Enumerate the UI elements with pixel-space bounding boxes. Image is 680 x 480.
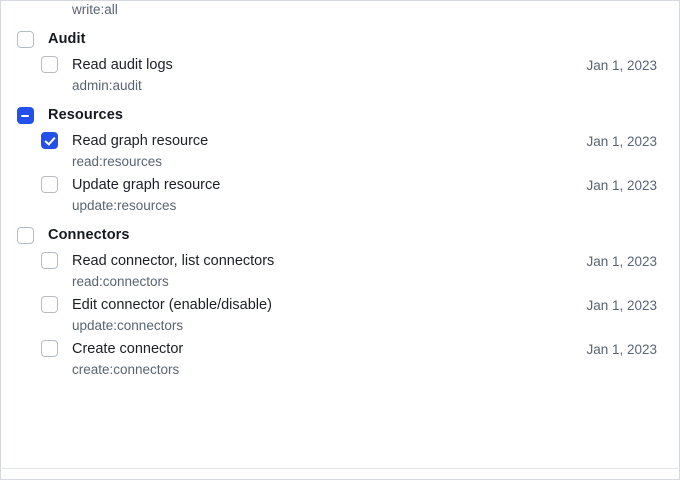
scope-title: Read audit logs <box>72 57 173 73</box>
scope-date: Jan 1, 2023 <box>586 342 657 357</box>
scope-identifier: read:resources <box>72 154 163 169</box>
scope-checkbox[interactable] <box>41 132 58 149</box>
scope-row[interactable] <box>1 251 679 295</box>
group-label: Connectors <box>48 227 130 243</box>
group-label: Audit <box>48 31 86 47</box>
scope-date: Jan 1, 2023 <box>586 134 657 149</box>
scope-date: Jan 1, 2023 <box>586 298 657 313</box>
scope-main <box>72 131 586 171</box>
scope-checkbox[interactable] <box>41 296 58 313</box>
scope-checkbox[interactable] <box>41 252 58 269</box>
scope-title: Create connector <box>72 341 184 357</box>
scope-identifier: read:connectors <box>72 274 169 289</box>
scope-date: Jan 1, 2023 <box>586 178 657 193</box>
group-checkbox[interactable] <box>17 31 34 48</box>
scope-main <box>72 0 586 19</box>
scope-row[interactable] <box>1 339 679 383</box>
scope-main <box>72 55 586 95</box>
list-divider <box>2 468 678 469</box>
scope-identifier: update:resources <box>72 198 177 213</box>
scope-main <box>72 295 586 335</box>
scope-identifier: update:connectors <box>72 318 184 333</box>
scope-identifier: admin:audit <box>72 78 142 93</box>
group-checkbox[interactable] <box>17 107 34 124</box>
scope-checkbox[interactable] <box>41 56 58 73</box>
scope-row[interactable] <box>1 55 679 99</box>
scope-title: Update graph resource <box>72 177 221 193</box>
scope-main <box>72 175 586 215</box>
scope-date: Jan 1, 2023 <box>586 58 657 73</box>
scope-identifier: write:all <box>72 2 118 17</box>
scope-row[interactable] <box>1 175 679 219</box>
scope-checkbox[interactable] <box>41 340 58 357</box>
group-row[interactable] <box>1 219 679 251</box>
scope-title: Read graph resource <box>72 133 209 149</box>
group-row[interactable] <box>1 99 679 131</box>
scope-checkbox[interactable] <box>41 176 58 193</box>
scope-title: Edit connector (enable/disable) <box>72 297 272 313</box>
scope-main <box>72 251 586 291</box>
scope-row[interactable] <box>1 0 679 23</box>
scope-date: Jan 1, 2023 <box>586 254 657 269</box>
scope-identifier: create:connectors <box>72 362 180 377</box>
scope-row[interactable] <box>1 295 679 339</box>
group-row[interactable] <box>1 23 679 55</box>
scope-main <box>72 339 586 379</box>
group-label: Resources <box>48 107 124 123</box>
group-checkbox[interactable] <box>17 227 34 244</box>
scope-row[interactable] <box>1 131 679 175</box>
scope-title: Read connector, list connectors <box>72 253 275 269</box>
scope-list <box>1 0 679 383</box>
